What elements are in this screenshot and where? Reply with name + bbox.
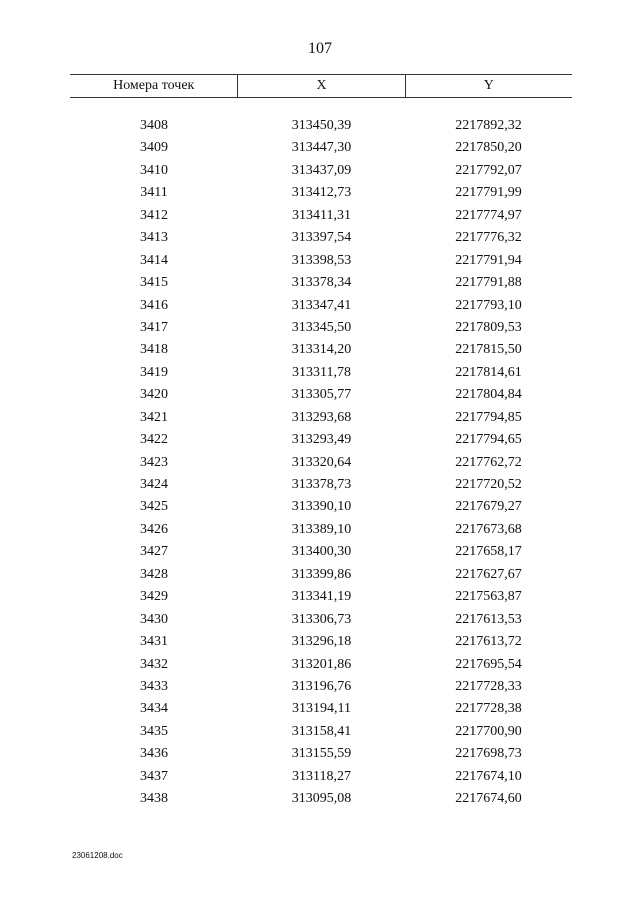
point-number: 3416 bbox=[140, 297, 168, 313]
point-number: 3417 bbox=[140, 319, 168, 335]
point-number: 3432 bbox=[140, 656, 168, 672]
point-number: 3438 bbox=[140, 791, 168, 807]
point-number: 3434 bbox=[140, 701, 168, 717]
x-coordinate: 313399,86 bbox=[291, 566, 352, 582]
x-coordinate: 313306,73 bbox=[291, 611, 352, 627]
x-coordinate: 313311,78 bbox=[292, 364, 351, 380]
x-coordinate: 313314,20 bbox=[291, 342, 352, 358]
point-number: 3430 bbox=[140, 611, 168, 627]
point-number: 3426 bbox=[140, 521, 168, 537]
point-number: 3429 bbox=[140, 589, 168, 605]
point-number: 3418 bbox=[140, 342, 168, 358]
x-coordinate: 313347,41 bbox=[291, 297, 352, 313]
y-coordinate: 2217792,07 bbox=[455, 162, 522, 178]
y-coordinate: 2217673,68 bbox=[455, 521, 522, 537]
point-number: 3410 bbox=[140, 162, 168, 178]
table-row bbox=[70, 452, 572, 474]
x-coordinate: 313095,08 bbox=[291, 791, 352, 807]
x-coordinate: 313390,10 bbox=[291, 499, 352, 515]
point-number: 3421 bbox=[140, 409, 168, 425]
point-number: 3413 bbox=[140, 230, 168, 246]
point-number: 3409 bbox=[140, 140, 168, 156]
table-row bbox=[70, 676, 572, 698]
y-coordinate: 2217695,54 bbox=[455, 656, 522, 672]
x-coordinate: 313378,34 bbox=[291, 275, 352, 291]
x-coordinate: 313158,41 bbox=[291, 723, 352, 739]
point-number: 3414 bbox=[140, 252, 168, 268]
point-number: 3425 bbox=[140, 499, 168, 515]
x-coordinate: 313296,18 bbox=[291, 634, 352, 650]
x-coordinate: 313447,30 bbox=[291, 140, 352, 156]
point-number: 3420 bbox=[140, 387, 168, 403]
y-coordinate: 2217728,38 bbox=[455, 701, 522, 717]
y-coordinate: 2217794,65 bbox=[455, 432, 522, 448]
table-row bbox=[70, 766, 572, 788]
x-coordinate: 313118,27 bbox=[292, 768, 351, 784]
column-header-y: Y bbox=[405, 75, 572, 98]
y-coordinate: 2217613,53 bbox=[455, 611, 522, 627]
table-row bbox=[70, 519, 572, 541]
point-number: 3436 bbox=[140, 746, 168, 762]
point-number: 3435 bbox=[140, 723, 168, 739]
y-coordinate: 2217814,61 bbox=[455, 364, 522, 380]
table-row bbox=[70, 721, 572, 743]
point-number: 3419 bbox=[140, 364, 168, 380]
coordinates-table-header bbox=[70, 74, 572, 98]
y-coordinate: 2217613,72 bbox=[455, 634, 522, 650]
x-coordinate: 313194,11 bbox=[292, 701, 351, 717]
x-coordinate: 313437,09 bbox=[291, 162, 352, 178]
point-number: 3424 bbox=[140, 477, 168, 492]
x-coordinate: 313341,19 bbox=[291, 589, 352, 605]
table-row bbox=[70, 384, 572, 406]
x-coordinate: 313400,30 bbox=[291, 544, 352, 560]
table-row bbox=[70, 564, 572, 586]
point-number: 3427 bbox=[140, 544, 168, 560]
y-coordinate: 2217674,60 bbox=[455, 791, 522, 807]
table-row bbox=[70, 115, 572, 137]
y-coordinate: 2217563,87 bbox=[455, 589, 522, 605]
y-coordinate: 2217794,85 bbox=[455, 409, 522, 425]
x-coordinate: 313411,31 bbox=[292, 207, 351, 223]
x-coordinate: 313389,10 bbox=[291, 521, 352, 537]
table-row bbox=[70, 227, 572, 249]
table-row bbox=[70, 631, 572, 653]
x-coordinate: 313450,39 bbox=[291, 118, 352, 133]
table-row bbox=[70, 429, 572, 451]
table-row bbox=[70, 295, 572, 317]
y-coordinate: 2217728,33 bbox=[455, 678, 522, 694]
table-row bbox=[70, 250, 572, 272]
point-number: 3423 bbox=[140, 454, 168, 470]
table-row bbox=[70, 496, 572, 518]
point-number: 3422 bbox=[140, 432, 168, 448]
table-row bbox=[70, 362, 572, 384]
table-row bbox=[70, 788, 572, 810]
y-coordinate: 2217674,10 bbox=[455, 768, 522, 784]
x-coordinate: 313398,53 bbox=[291, 252, 352, 268]
y-coordinate: 2217791,94 bbox=[455, 252, 522, 268]
table-row bbox=[70, 609, 572, 631]
point-number: 3433 bbox=[140, 678, 168, 694]
y-coordinate: 2217850,20 bbox=[455, 140, 522, 156]
y-coordinate: 2217815,50 bbox=[455, 342, 522, 358]
x-coordinate: 313293,68 bbox=[291, 409, 352, 425]
table-row bbox=[70, 586, 572, 608]
column-header-points: Номера точек bbox=[70, 75, 238, 98]
column-header-x: X bbox=[238, 75, 405, 98]
table-row bbox=[70, 698, 572, 720]
x-coordinate: 313305,77 bbox=[291, 387, 352, 403]
x-coordinate: 313293,49 bbox=[291, 432, 352, 448]
table-row bbox=[70, 205, 572, 227]
coordinates-table-body bbox=[70, 115, 572, 811]
point-number: 3431 bbox=[140, 634, 168, 650]
y-coordinate: 2217892,32 bbox=[455, 118, 522, 133]
document-filename: 23061208.doc bbox=[72, 851, 123, 860]
x-coordinate: 313201,86 bbox=[291, 656, 352, 672]
y-coordinate: 2217627,67 bbox=[455, 566, 522, 582]
table-row bbox=[70, 272, 572, 294]
table-row bbox=[70, 407, 572, 429]
x-coordinate: 313196,76 bbox=[291, 678, 352, 694]
x-coordinate: 313412,73 bbox=[291, 185, 352, 201]
x-coordinate: 313155,59 bbox=[291, 746, 352, 762]
table-row bbox=[70, 654, 572, 676]
y-coordinate: 2217700,90 bbox=[455, 723, 522, 739]
point-number: 3437 bbox=[140, 768, 168, 784]
x-coordinate: 313320,64 bbox=[291, 454, 352, 470]
point-number: 3412 bbox=[140, 207, 168, 223]
point-number: 3411 bbox=[140, 185, 168, 201]
y-coordinate: 2217762,72 bbox=[455, 454, 522, 470]
table-row bbox=[70, 474, 572, 496]
x-coordinate: 313378,73 bbox=[291, 477, 352, 492]
table-row bbox=[70, 137, 572, 159]
y-coordinate: 2217720,52 bbox=[455, 477, 522, 492]
table-row bbox=[70, 182, 572, 204]
y-coordinate: 2217809,53 bbox=[455, 319, 522, 335]
y-coordinate: 2217791,88 bbox=[455, 275, 522, 291]
x-coordinate: 313397,54 bbox=[291, 230, 352, 246]
page-number: 107 bbox=[308, 40, 332, 57]
y-coordinate: 2217791,99 bbox=[455, 185, 522, 201]
point-number: 3428 bbox=[140, 566, 168, 582]
y-coordinate: 2217698,73 bbox=[455, 746, 522, 762]
x-coordinate: 313345,50 bbox=[291, 319, 352, 335]
y-coordinate: 2217679,27 bbox=[455, 499, 522, 515]
point-number: 3408 bbox=[140, 118, 168, 133]
table-row bbox=[70, 743, 572, 765]
y-coordinate: 2217793,10 bbox=[455, 297, 522, 313]
y-coordinate: 2217658,17 bbox=[455, 544, 522, 560]
point-number: 3415 bbox=[140, 275, 168, 291]
table-row bbox=[70, 317, 572, 339]
table-row bbox=[70, 339, 572, 361]
table-row bbox=[70, 541, 572, 563]
y-coordinate: 2217774,97 bbox=[455, 207, 522, 223]
y-coordinate: 2217776,32 bbox=[455, 230, 522, 246]
y-coordinate: 2217804,84 bbox=[455, 387, 522, 403]
table-row bbox=[70, 160, 572, 182]
